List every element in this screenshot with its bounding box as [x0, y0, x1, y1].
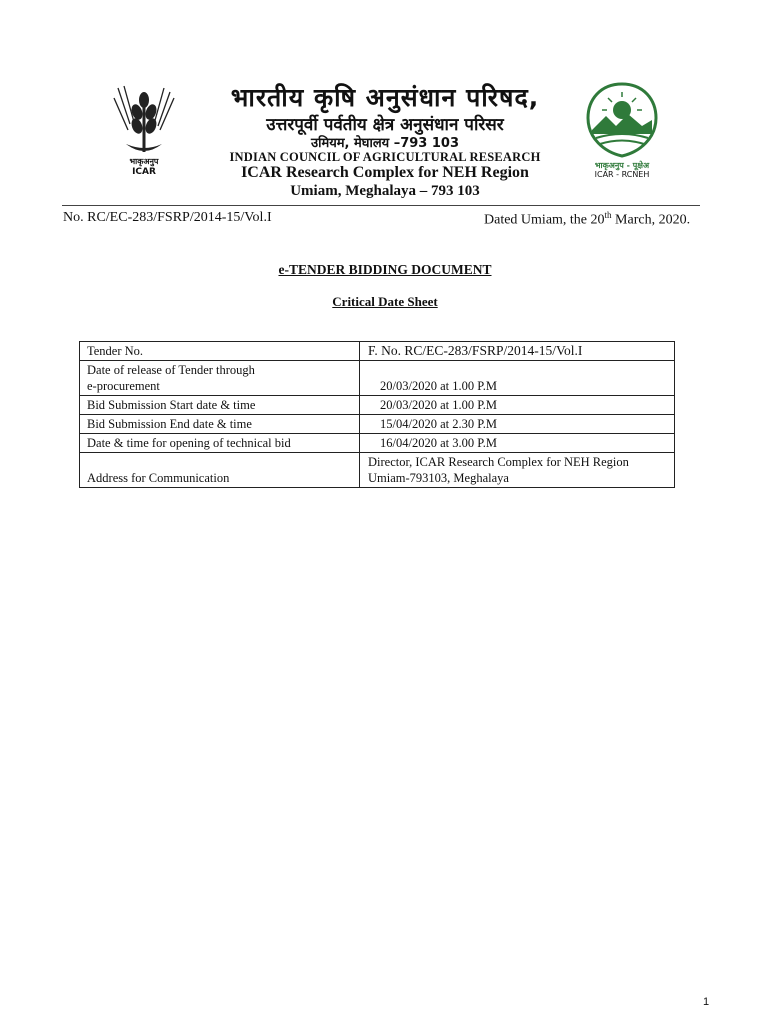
- page-number: 1: [703, 996, 710, 1008]
- row-value: 15/04/2020 at 2.30 P.M: [360, 415, 675, 434]
- table-row: [80, 415, 675, 434]
- letterhead-english-complex: ICAR Research Complex for NEH Region: [241, 164, 529, 181]
- letterhead-hindi-address: उमियम, मेघालय –793 103: [310, 136, 460, 151]
- row-label: Tender No.: [80, 342, 360, 361]
- row-label: Bid Submission End date & time: [80, 415, 360, 434]
- label-line: e-procurement: [87, 379, 160, 393]
- value-line: Umiam-793103, Meghalaya: [368, 471, 509, 485]
- table-row: [80, 396, 675, 415]
- reference-number: No. RC/EC-283/FSRP/2014-15/Vol.I: [63, 210, 272, 225]
- left-logo-caption-en: ICAR: [132, 167, 156, 177]
- date-superscript: th: [604, 210, 612, 220]
- document-date: [484, 210, 690, 229]
- value-line: Director, ICAR Research Complex for NEH Region: [368, 455, 629, 469]
- row-value: 20/03/2020 at 1.00 P.M: [360, 361, 675, 396]
- right-logo-caption-hi: भाकृअनुप - पूक्षेअ: [594, 161, 650, 170]
- table-row: [80, 361, 675, 396]
- letterhead-hindi-subtitle: उत्तरपूर्वी पर्वतीय क्षेत्र अनुसंधान परिसर: [266, 115, 504, 135]
- date-suffix: March, 2020.: [611, 212, 691, 228]
- table-row: [80, 342, 675, 361]
- row-label: Bid Submission Start date & time: [80, 396, 360, 415]
- row-value: 16/04/2020 at 3.00 P.M: [360, 434, 675, 453]
- letterhead-english-council: INDIAN COUNCIL OF AGRICULTURAL RESEARCH: [229, 150, 541, 164]
- row-label: Address for Communication: [80, 453, 360, 488]
- row-label: [80, 361, 360, 396]
- label-line: Date of release of Tender through: [87, 363, 255, 377]
- letterhead-english-address: Umiam, Meghalaya – 793 103: [290, 183, 480, 199]
- left-logo-caption-hi: भाकृअनुप: [129, 157, 159, 166]
- letterhead-hindi-title: भारतीय कृषि अनुसंधान परिषद,: [230, 83, 540, 112]
- document-subtitle: Critical Date Sheet: [332, 294, 438, 309]
- critical-date-table: [79, 341, 675, 488]
- row-value: 20/03/2020 at 1.00 P.M: [360, 396, 675, 415]
- table-row: [80, 434, 675, 453]
- row-value: F. No. RC/EC-283/FSRP/2014-15/Vol.I: [360, 342, 675, 361]
- document-title: e-TENDER BIDDING DOCUMENT: [278, 262, 492, 277]
- letterhead-divider: [62, 205, 700, 206]
- row-label: Date & time for opening of technical bid: [80, 434, 360, 453]
- date-prefix: Dated Umiam, the 20: [484, 212, 605, 228]
- table-row: [80, 453, 675, 488]
- right-logo-caption-en: ICAR - RCNEH: [594, 170, 650, 179]
- row-value: [360, 453, 675, 488]
